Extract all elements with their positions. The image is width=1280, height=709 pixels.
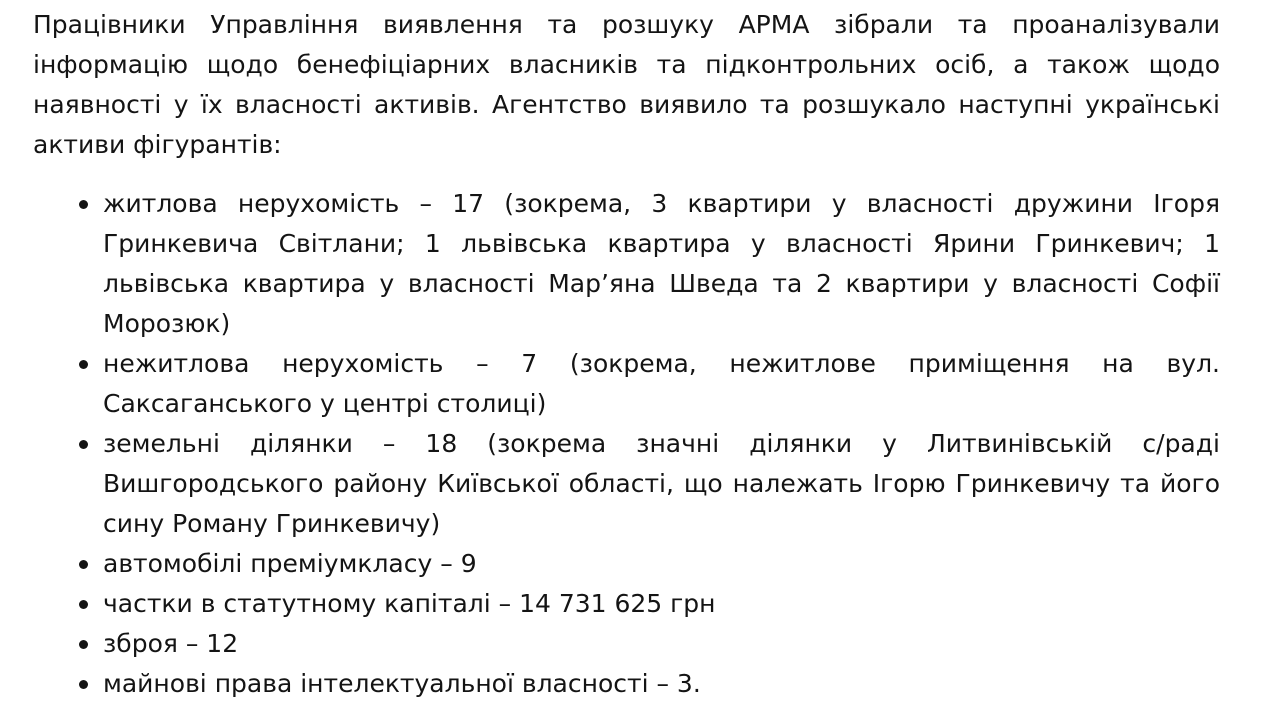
- list-item-text: зброя – 12: [103, 629, 239, 658]
- list-item: [33, 424, 1220, 544]
- list-item-text: земельні ділянки – 18 (зокрема значні ділянки у Литвинівській с/раді Вишгородського району Київської області, що належать Ігорю Гринкевичу та його сину Роману Гринкевичу): [103, 429, 1220, 538]
- list-item-text: автомобілі преміумкласу – 9: [103, 549, 477, 578]
- list-item: [33, 664, 1220, 704]
- bullet-icon: [79, 200, 88, 209]
- list-item-text: житлова нерухомість – 17 (зокрема, 3 квартири у власності дружини Ігоря Гринкевича Світлани; 1 львівська квартира у власності Ярини Гринкевич; 1 львівська квартира у власності Мар’яна Шведа та 2 квартири у власності Софії Морозюк): [103, 189, 1220, 338]
- list-item: [33, 624, 1220, 664]
- article-body: [33, 5, 1220, 704]
- bullet-icon: [79, 600, 88, 609]
- intro-paragraph: Працівники Управління виявлення та розшуку АРМА зібрали та проаналізували інформацію щодо бенефіціарних власників та підконтрольних осіб, а також щодо наявності у їх власності активів. Агентство виявило та розшукало наступні українські активи фігурантів:: [33, 10, 1220, 159]
- list-item: [33, 544, 1220, 584]
- asset-list: [33, 184, 1220, 704]
- bullet-icon: [79, 560, 88, 569]
- list-item-text: частки в статутному капіталі – 14 731 625 грн: [103, 589, 716, 618]
- list-item-text: нежитлова нерухомість – 7 (зокрема, нежитлове приміщення на вул. Саксаганського у центрі столиці): [103, 349, 1220, 418]
- list-item: [33, 344, 1220, 424]
- list-item: [33, 184, 1220, 344]
- bullet-icon: [79, 680, 88, 689]
- bullet-icon: [79, 440, 88, 449]
- bullet-icon: [79, 640, 88, 649]
- list-item-text: майнові права інтелектуальної власності – 3.: [103, 669, 701, 698]
- list-item: [33, 584, 1220, 624]
- bullet-icon: [79, 360, 88, 369]
